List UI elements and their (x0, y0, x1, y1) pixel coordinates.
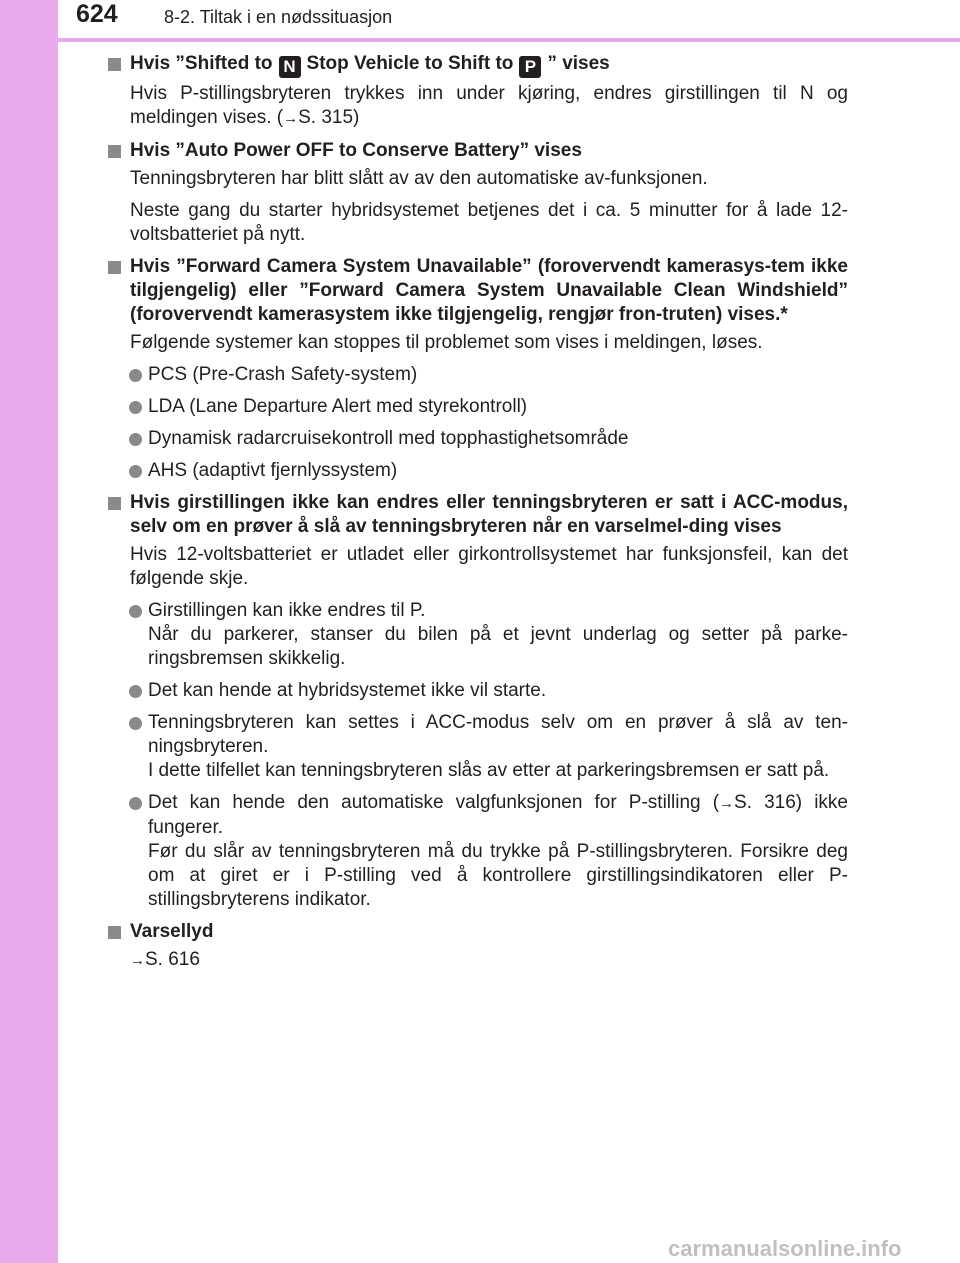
bullet-dot-icon (129, 605, 142, 618)
page-content (108, 52, 848, 981)
bullet-dot-icon (129, 465, 142, 478)
page-number: 624 (76, 0, 118, 28)
arrow-right-icon: → (283, 110, 299, 127)
page-header (0, 0, 960, 42)
section-shifted (108, 52, 848, 131)
bullet-dot-icon (129, 401, 142, 414)
section-gear-cannot-change (108, 491, 848, 912)
section-title: 8-2. Tiltak i en nødssituasjon (164, 7, 393, 27)
header-tab (0, 0, 58, 38)
paragraph (108, 948, 848, 973)
list-item: LDA (Lane Departure Alert med styrekontroll) (108, 395, 848, 419)
section-varsellyd (108, 920, 848, 973)
list-item: Tenningsbryteren kan settes i ACC-modus selv om en prøver å slå av ten-ningsbryteren. I dette tilfellet kan tenningsbryteren slås av etter at parkeringsbremsen er satt på. (108, 711, 848, 783)
list-item: AHS (adaptivt fjernlyssystem) (108, 459, 848, 483)
section-heading: Varsellyd (108, 920, 848, 944)
side-tab (0, 0, 58, 1263)
bullet-dot-icon (129, 717, 142, 730)
square-bullet-icon (108, 261, 121, 274)
paragraph: Hvis P-stillingsbryteren trykkes inn under kjøring, endres girstillingen til N og meldingen vises. (→S. 315) (130, 83, 848, 128)
page-ref: S. 315) (298, 107, 360, 128)
section-heading: Hvis ”Auto Power OFF to Conserve Battery” vises (108, 139, 848, 163)
bullet-dot-icon (129, 369, 142, 382)
bullet-dot-icon (129, 797, 142, 810)
square-bullet-icon (108, 58, 121, 71)
paragraph: Hvis 12-voltsbatteriet er utladet eller girkontrollsystemet har funksjonsfeil, kan det følgende skje. (130, 544, 848, 589)
gear-p-icon: P (519, 56, 541, 78)
bullet-dot-icon (129, 685, 142, 698)
paragraph: Tenningsbryteren har blitt slått av av den automatiske av-funksjonen. (130, 168, 708, 189)
list-item: Det kan hende at hybridsystemet ikke vil starte. (108, 679, 848, 703)
section-forward-camera (108, 255, 848, 483)
bullet-dot-icon (129, 433, 142, 446)
list-item: PCS (Pre-Crash Safety-system) (108, 363, 848, 387)
list-item: Dynamisk radarcruisekontroll med topphastighetsområde (108, 427, 848, 451)
paragraph: Neste gang du starter hybridsystemet betjenes det i ca. 5 minutter for å lade 12-voltsbatteriet på nytt. (130, 200, 848, 245)
section-heading: Hvis ”Shifted to N Stop Vehicle to Shift to P ” vises (108, 52, 848, 78)
arrow-right-icon: → (719, 795, 735, 812)
paragraph: Følgende systemer kan stoppes til problemet som vises i meldingen, løses. (130, 332, 763, 353)
square-bullet-icon (108, 145, 121, 158)
list-item: Det kan hende den automatiske valgfunksjonen for P-stilling (→S. 316) ikke fungerer. Før du slår av tenningsbryteren må du trykke på P-stillingsbryteren. Forsikre deg om at giret er i P-stilling ved å kontrollere girstillingsindikatoren eller P-stillingsbryterens indikator. (108, 791, 848, 912)
gear-n-icon: N (279, 56, 301, 78)
section-heading: Hvis ”Forward Camera System Unavailable” (forovervendt kamerasys-tem ikke tilgjengelig) eller ”Forward Camera System Unavailable Clean Windshield” (forovervendt kamerasystem ikke tilgjengelig, rengjør fron-truten) vises.* (108, 255, 848, 327)
page-ref: S. 616 (145, 949, 200, 970)
arrow-right-icon: → (130, 952, 145, 969)
section-auto-power-off (108, 139, 848, 247)
list-item: Girstillingen kan ikke endres til P. Når du parkerer, stanser du bilen på et jevnt underlag og setter på parke-ringsbremsen skikkelig. (108, 599, 848, 671)
section-heading: Hvis girstillingen ikke kan endres eller tenningsbryteren er satt i ACC-modus, selv om en prøver å slå av tenningsbryteren når en varselmel-ding vises (108, 491, 848, 539)
square-bullet-icon (108, 497, 121, 510)
square-bullet-icon (108, 926, 121, 939)
watermark: carmanualsonline.info (668, 1236, 902, 1261)
